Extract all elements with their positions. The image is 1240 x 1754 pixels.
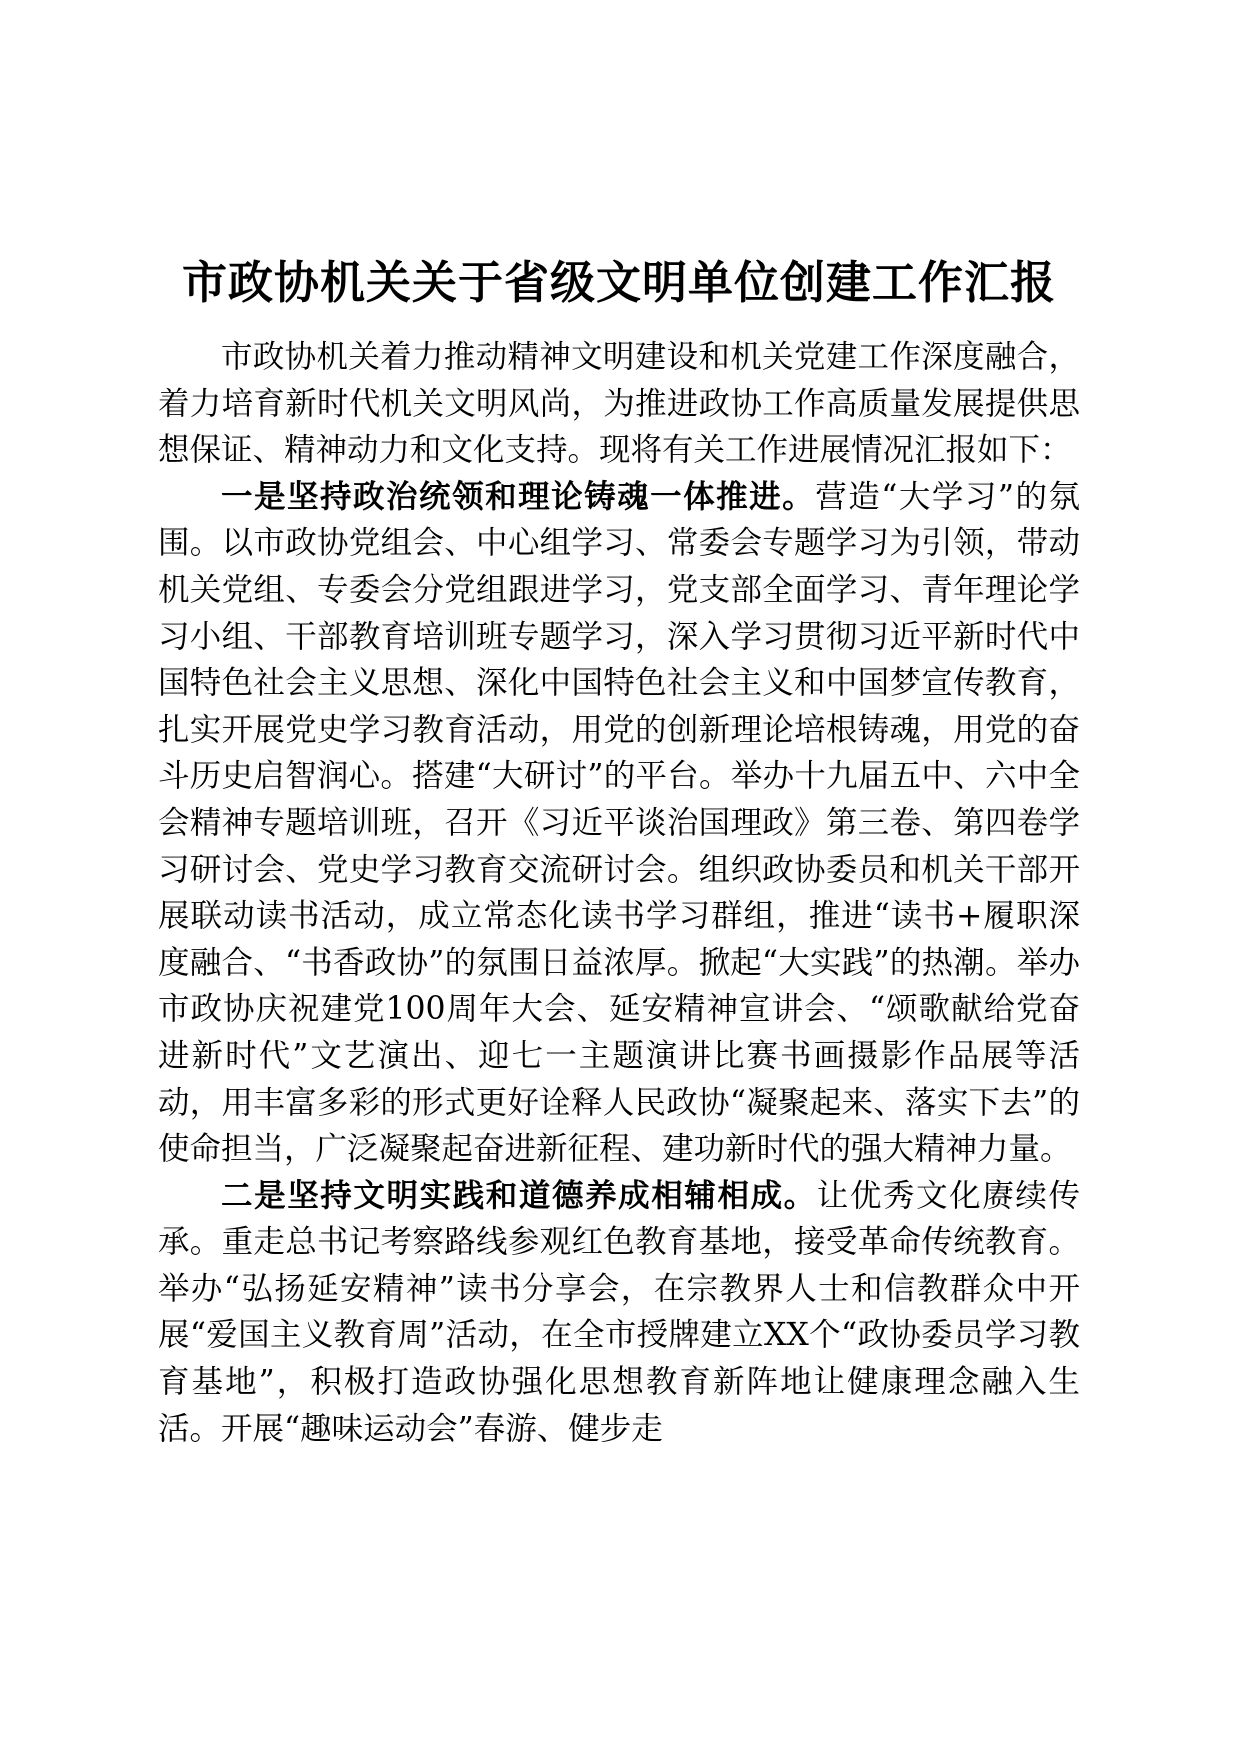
section-paragraph-2 xyxy=(158,1173,1080,1453)
intro-paragraph: 市政协机关着力推动精神文明建设和机关党建工作深度融合，着力培育新时代机关文明风尚，为推进政协工作高质量发展提供思想保证、精神动力和文化支持。现将有关工作进展情况汇报如下： xyxy=(158,339,1080,469)
section-text-1: 营造“大学习”的氛围。以市政协党组会、中心组学习、常委会专题学习为引领，带动机关党组、专委会分党组跟进学习，党支部全面学习、青年理论学习小组、干部教育培训班专题学习，深入学习贯彻习近平新时代中国特色社会主义思想、深化中国特色社会主义和中国梦宣传教育，扎实开展党史学习教育活动，用党的创新理论培根铸魂，用党的奋斗历史启智润心。搭建“大研讨”的平台。举办十九届五中、六中全会精神专题培训班，召开《习近平谈治国理政》第三卷、第四卷学习研讨会、党史学习教育交流研讨会。组织政协委员和机关干部开展联动读书活动，成立常态化读书学习群组，推进“读书+履职深度融合、“书香政协”的氛围日益浓厚。掀起“大实践”的热潮。举办市政协庆祝建党100周年大会、延安精神宣讲会、“颂歌献给党奋进新时代”文艺演出、迎七一主题演讲比赛书画摄影作品展等活动，用丰富多彩的形式更好诠释人民政协“凝聚起来、落实下去”的使命担当，广泛凝聚起奋进新征程、建功新时代的强大精神力量。 xyxy=(158,478,1080,1168)
document-title: 市政协机关关于省级文明单位创建工作汇报 xyxy=(181,256,1056,309)
section-paragraph-1 xyxy=(158,474,1080,1173)
document-page xyxy=(158,256,1080,1452)
section-lead-1: 一是坚持政治统领和理论铸魂一体推进。 xyxy=(221,477,816,515)
section-text-2: 让优秀文化赓续传承。重走总书记考察路线参观红色教育基地，接受革命传统教育。举办“弘扬延安精神”读书分享会，在宗教界人士和信教群众中开展“爱国主义教育周”活动，在全市授牌建立XX个“政协委员学习教育基地”，积极打造政协强化思想教育新阵地让健康理念融入生活。开展“趣味运动会”春游、健步走 xyxy=(158,1177,1080,1447)
document-body xyxy=(158,334,1080,1452)
section-lead-2: 二是坚持文明实践和道德养成相辅相成。 xyxy=(221,1176,817,1214)
